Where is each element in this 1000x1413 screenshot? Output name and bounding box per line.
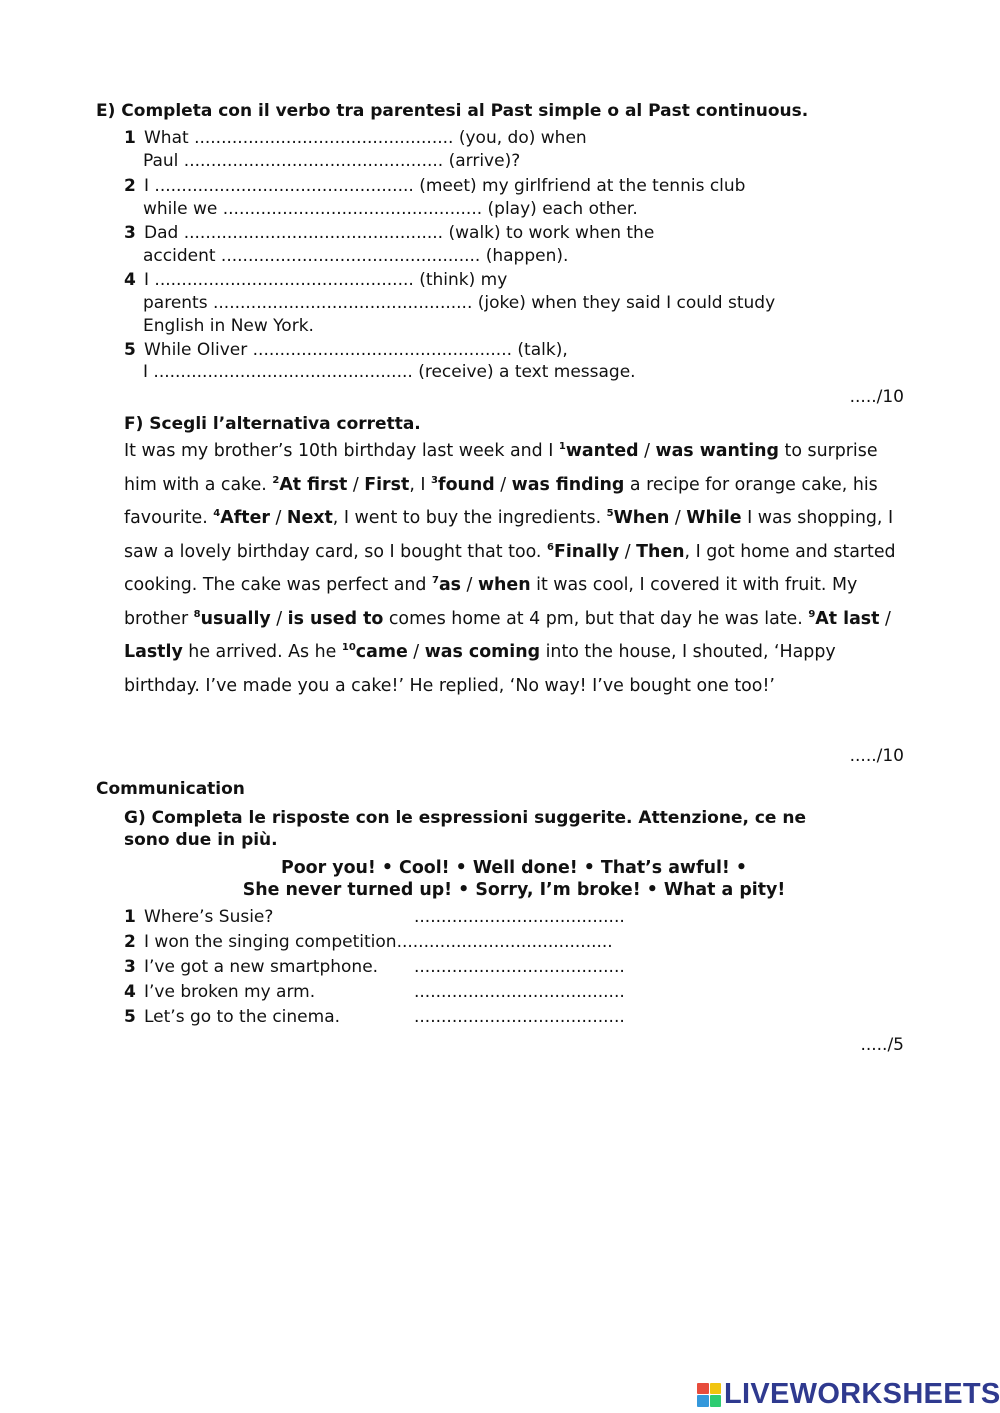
- question-number: 10: [341, 642, 356, 654]
- answer-option[interactable]: wanted: [565, 441, 639, 461]
- g-item-4-answer[interactable]: .......................................: [414, 982, 625, 1002]
- e-item-3-line-1: 3 Dad ................................................ (walk) to work when the: [124, 223, 655, 243]
- paragraph-text: , I: [409, 474, 432, 495]
- section-e-score: ...../10: [849, 387, 904, 407]
- e-item-4-line-1: 4 I ................................................ (think) my: [124, 270, 508, 290]
- answer-option[interactable]: usually: [200, 608, 271, 629]
- paragraph-text: /: [347, 474, 365, 495]
- e-item-4-line-2: parents ................................................ (joke) when they said I could study: [143, 293, 776, 313]
- answer-option[interactable]: when: [477, 575, 531, 595]
- g-item-1-question: 1 Where’s Susie?: [124, 907, 274, 927]
- paragraph-text: I was shopping, I saw a lovely birthday card, so I bought that too.: [124, 508, 894, 562]
- paragraph-text: /: [461, 575, 478, 595]
- answer-option[interactable]: Finally: [553, 541, 620, 562]
- question-number: 4: [213, 508, 221, 520]
- paragraph-text: /: [407, 642, 425, 662]
- question-number: 5: [606, 508, 614, 520]
- paragraph-text: a recipe for orange cake, his favourite.: [124, 474, 878, 528]
- answer-option[interactable]: At first: [279, 474, 348, 495]
- paragraph-text: to surprise him with a cake.: [124, 441, 878, 495]
- answer-option[interactable]: Lastly: [124, 642, 183, 662]
- question-number: 2: [272, 474, 280, 486]
- logo-grid-icon: [697, 1383, 721, 1407]
- section-f-paragraph: [124, 435, 914, 703]
- section-g-score: ...../5: [860, 1035, 904, 1055]
- paragraph-text: , I went to buy the ingredients.: [332, 508, 607, 528]
- section-f-title: F) Scegli l’alternativa corretta.: [124, 414, 421, 434]
- paragraph-text: It was my brother’s 10th birthday last week and I: [124, 441, 559, 461]
- section-g-title-line-1: G) Completa le risposte con le espressioni suggerite. Attenzione, ce ne: [124, 808, 807, 828]
- e-item-4-line-3: English in New York.: [143, 316, 314, 336]
- answer-option[interactable]: was wanting: [655, 441, 779, 461]
- question-number: 7: [431, 575, 439, 587]
- communication-heading: Communication: [96, 779, 245, 799]
- e-item-5-line-1: 5 While Oliver ................................................ (talk),: [124, 340, 568, 360]
- g-item-3-question: 3 I’ve got a new smartphone.: [124, 957, 379, 977]
- answer-option[interactable]: When: [613, 508, 670, 528]
- paragraph-text: he arrived. As he: [182, 642, 342, 662]
- section-e-title: E) Completa con il verbo tra parentesi al Past simple o al Past continuous.: [96, 101, 809, 121]
- answer-option[interactable]: came: [355, 642, 408, 662]
- g-item-2-answer[interactable]: ........................................: [396, 932, 613, 952]
- g-item-3-answer[interactable]: .......................................: [414, 957, 625, 977]
- section-g-title-line-2: sono due in più.: [124, 830, 278, 850]
- e-item-1-line-1: 1 What ................................................ (you, do) when: [124, 128, 587, 148]
- paragraph-text: /: [638, 441, 656, 461]
- answer-option[interactable]: as: [438, 575, 462, 595]
- answer-option[interactable]: While: [686, 508, 742, 528]
- expressions-line-1: Poor you! • Cool! • Well done! • That’s awful! •: [280, 858, 748, 878]
- answer-option[interactable]: was coming: [424, 642, 541, 662]
- answer-option[interactable]: Next: [286, 508, 333, 528]
- paragraph-text: /: [269, 508, 287, 528]
- logo-text: LIVEWORKSHEETS: [724, 1378, 1000, 1410]
- g-item-5-answer[interactable]: .......................................: [414, 1007, 625, 1027]
- paragraph-text: it was cool, I covered it with fruit. My brother: [124, 575, 858, 629]
- e-item-2-line-1: 2 I ................................................ (meet) my girlfriend at the tennis club: [124, 176, 746, 196]
- question-number: 9: [808, 608, 816, 620]
- paragraph-text: /: [494, 474, 512, 495]
- e-item-2-line-2: while we ................................................ (play) each other.: [143, 199, 638, 219]
- answer-option[interactable]: was finding: [511, 474, 625, 495]
- g-item-1-answer[interactable]: .......................................: [414, 907, 625, 927]
- e-item-5-line-2: I ................................................ (receive) a text message.: [143, 362, 636, 382]
- g-item-2-question: 2 I won the singing competition........................................: [124, 932, 613, 952]
- paragraph-text: , I got home and started cooking. The cake was perfect and: [124, 541, 896, 595]
- paragraph-text: into the house, I shouted, ‘Happy birthday. I’ve made you a cake!’ He replied, ‘No way! I’ve bought one too!’: [124, 642, 836, 696]
- e-item-1-line-2: Paul ................................................ (arrive)?: [143, 151, 521, 171]
- answer-option[interactable]: At last: [815, 608, 880, 629]
- paragraph-text: /: [619, 541, 637, 562]
- answer-option[interactable]: Then: [636, 541, 685, 562]
- question-number: 3: [431, 474, 438, 486]
- expressions-line-2: She never turned up! • Sorry, I’m broke! • What a pity!: [242, 880, 786, 900]
- question-number: 1: [558, 441, 566, 453]
- paragraph-text: /: [669, 508, 687, 528]
- answer-option[interactable]: is used to: [287, 608, 384, 629]
- paragraph-text: comes home at 4 pm, but that day he was late.: [383, 608, 809, 629]
- answer-option[interactable]: After: [220, 508, 270, 528]
- paragraph-text: /: [270, 608, 288, 629]
- liveworksheets-logo[interactable]: [697, 1378, 1000, 1411]
- e-item-3-line-2: accident ................................................ (happen).: [143, 246, 569, 266]
- g-item-5-question: 5 Let’s go to the cinema.: [124, 1007, 341, 1027]
- section-f-score: ...../10: [849, 746, 904, 766]
- paragraph-text: /: [879, 608, 891, 629]
- question-number: 6: [547, 541, 554, 553]
- question-number: 8: [193, 608, 201, 620]
- g-item-4-question: 4 I’ve broken my arm.: [124, 982, 316, 1002]
- answer-option[interactable]: found: [438, 474, 495, 495]
- answer-option[interactable]: First: [364, 474, 410, 495]
